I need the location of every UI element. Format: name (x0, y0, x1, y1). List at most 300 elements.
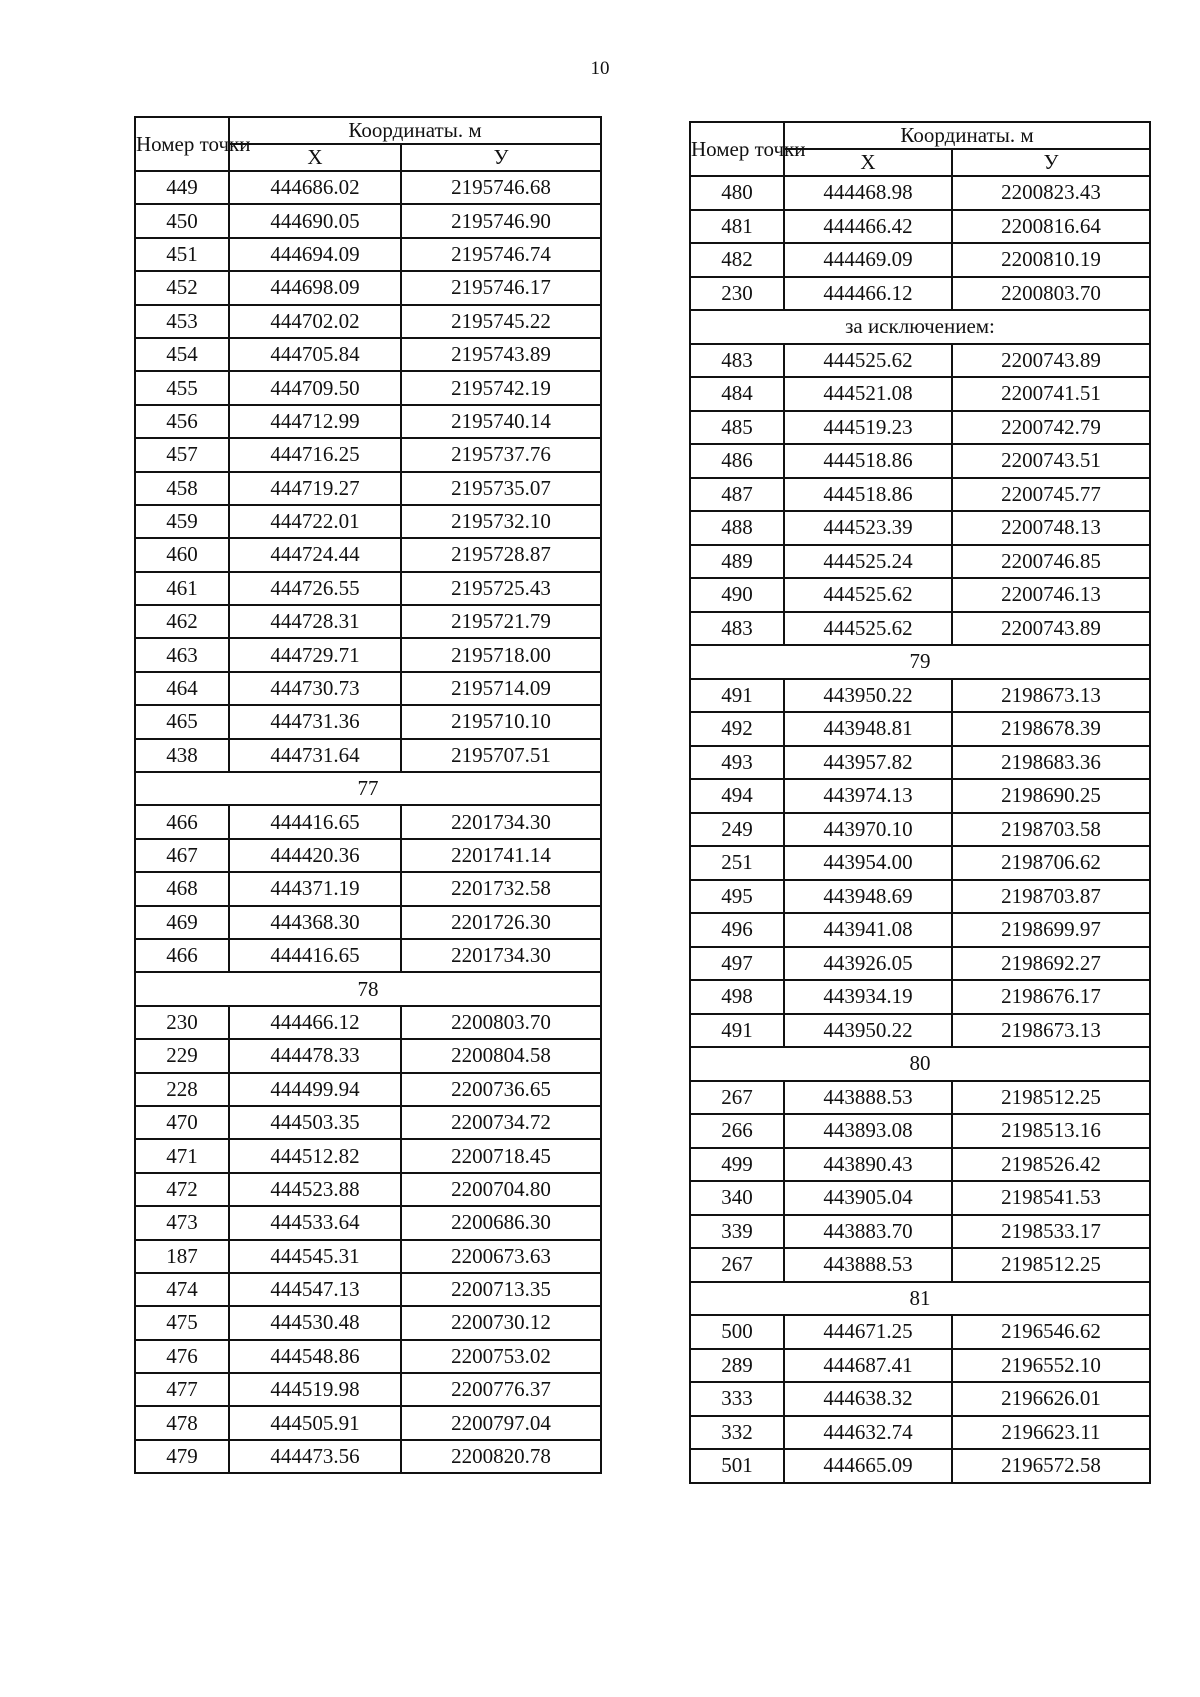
point-number-cell: 457 (135, 438, 229, 471)
table-row (135, 1240, 601, 1273)
x-coordinate-cell: 444525.62 (784, 578, 952, 612)
point-number-cell: 469 (135, 906, 229, 939)
x-coordinate-cell: 443934.19 (784, 980, 952, 1014)
point-number-cell: 333 (690, 1382, 784, 1416)
x-coordinate-cell: 443893.08 (784, 1114, 952, 1148)
table-row (690, 813, 1150, 847)
x-coordinate-cell: 444505.91 (229, 1406, 401, 1439)
y-coordinate-cell: 2200745.77 (952, 478, 1150, 512)
x-coordinate-cell: 444518.86 (784, 478, 952, 512)
x-coordinate-cell: 443970.10 (784, 813, 952, 847)
point-number-cell: 289 (690, 1349, 784, 1383)
point-number-cell: 494 (690, 779, 784, 813)
y-coordinate-cell: 2198678.39 (952, 712, 1150, 746)
table-row (690, 176, 1150, 210)
y-coordinate-cell: 2200746.85 (952, 545, 1150, 579)
point-number-cell: 500 (690, 1315, 784, 1349)
point-number-cell: 489 (690, 545, 784, 579)
table-row (690, 1416, 1150, 1450)
table-row (135, 1373, 601, 1406)
x-coordinate-cell: 443888.53 (784, 1081, 952, 1115)
y-coordinate-cell: 2196626.01 (952, 1382, 1150, 1416)
y-coordinate-cell: 2200797.04 (401, 1406, 601, 1439)
x-coordinate-cell: 444468.98 (784, 176, 952, 210)
table-row (690, 478, 1150, 512)
x-coordinate-cell: 444519.23 (784, 411, 952, 445)
y-coordinate-cell: 2196552.10 (952, 1349, 1150, 1383)
point-number-cell: 488 (690, 511, 784, 545)
table-row (135, 338, 601, 371)
point-number-cell: 438 (135, 739, 229, 772)
point-number-cell: 228 (135, 1073, 229, 1106)
y-coordinate-cell: 2195737.76 (401, 438, 601, 471)
x-coordinate-cell: 443905.04 (784, 1181, 952, 1215)
y-coordinate-cell: 2200816.64 (952, 210, 1150, 244)
y-coordinate-cell: 2200686.30 (401, 1206, 601, 1239)
x-coordinate-cell: 444632.74 (784, 1416, 952, 1450)
x-coordinate-cell: 444687.41 (784, 1349, 952, 1383)
table-row (690, 1014, 1150, 1048)
x-coordinate-cell: 444719.27 (229, 472, 401, 505)
x-coordinate-cell: 444499.94 (229, 1073, 401, 1106)
y-coordinate-cell: 2200776.37 (401, 1373, 601, 1406)
y-coordinate-cell: 2200704.80 (401, 1173, 601, 1206)
y-coordinate-cell: 2198533.17 (952, 1215, 1150, 1249)
table-row (135, 1306, 601, 1339)
point-number-cell: 487 (690, 478, 784, 512)
point-number-cell: 456 (135, 405, 229, 438)
point-number-cell: 484 (690, 377, 784, 411)
y-coordinate-cell: 2195742.19 (401, 371, 601, 404)
x-coordinate-cell: 444731.36 (229, 705, 401, 738)
table-row (690, 947, 1150, 981)
table-row (690, 746, 1150, 780)
y-coordinate-cell: 2200713.35 (401, 1273, 601, 1306)
point-number-cell: 496 (690, 913, 784, 947)
section-row (690, 645, 1150, 679)
point-number-cell: 266 (690, 1114, 784, 1148)
x-coordinate-cell: 443926.05 (784, 947, 952, 981)
point-number-cell: 486 (690, 444, 784, 478)
section-label: 78 (135, 972, 601, 1005)
x-coordinate-cell: 444420.36 (229, 839, 401, 872)
point-number-cell: 249 (690, 813, 784, 847)
y-coordinate-cell: 2196546.62 (952, 1315, 1150, 1349)
x-coordinate-cell: 443883.70 (784, 1215, 952, 1249)
y-coordinate-cell: 2195746.74 (401, 238, 601, 271)
point-number-cell: 491 (690, 679, 784, 713)
table-row (135, 405, 601, 438)
table-row (690, 1382, 1150, 1416)
point-number-cell: 455 (135, 371, 229, 404)
y-coordinate-cell: 2200746.13 (952, 578, 1150, 612)
table-row (690, 1081, 1150, 1115)
x-coordinate-cell: 444416.65 (229, 939, 401, 972)
coordinates-table-right (689, 121, 1151, 1484)
x-coordinate-cell: 444473.56 (229, 1440, 401, 1473)
y-coordinate-cell: 2200742.79 (952, 411, 1150, 445)
y-coordinate-cell: 2198512.25 (952, 1248, 1150, 1282)
x-coordinate-cell: 444530.48 (229, 1306, 401, 1339)
x-coordinate-cell: 444724.44 (229, 538, 401, 571)
x-coordinate-cell: 443888.53 (784, 1248, 952, 1282)
table-row (690, 1449, 1150, 1483)
point-number-cell: 482 (690, 243, 784, 277)
x-coordinate-cell: 444525.62 (784, 612, 952, 646)
section-row (690, 1282, 1150, 1316)
point-number-cell: 466 (135, 805, 229, 838)
table-row (135, 1440, 601, 1473)
x-coordinate-cell: 443948.81 (784, 712, 952, 746)
x-coordinate-cell: 444371.19 (229, 872, 401, 905)
table-row (135, 605, 601, 638)
point-number-cell: 468 (135, 872, 229, 905)
table-row (135, 839, 601, 872)
x-column-header: X (229, 144, 401, 171)
table-row (690, 1349, 1150, 1383)
y-coordinate-cell: 2201741.14 (401, 839, 601, 872)
y-column-header: У (401, 144, 601, 171)
x-coordinate-cell: 444726.55 (229, 572, 401, 605)
table-row (135, 505, 601, 538)
section-label: за исключением: (690, 310, 1150, 344)
y-coordinate-cell: 2198513.16 (952, 1114, 1150, 1148)
table-row (690, 578, 1150, 612)
y-coordinate-cell: 2196623.11 (952, 1416, 1150, 1450)
point-number-cell: 467 (135, 839, 229, 872)
point-number-cell: 477 (135, 1373, 229, 1406)
table-row (135, 1139, 601, 1172)
table-row (135, 705, 601, 738)
point-number-cell: 187 (135, 1240, 229, 1273)
y-coordinate-cell: 2200730.12 (401, 1306, 601, 1339)
table-row (135, 1106, 601, 1139)
x-coordinate-cell: 444521.08 (784, 377, 952, 411)
table-row (135, 238, 601, 271)
table-row (135, 1340, 601, 1373)
table-row (690, 243, 1150, 277)
y-coordinate-cell: 2200820.78 (401, 1440, 601, 1473)
point-number-cell: 490 (690, 578, 784, 612)
point-number-cell: 464 (135, 672, 229, 705)
table-row (135, 1073, 601, 1106)
y-coordinate-cell: 2195710.10 (401, 705, 601, 738)
point-number-cell: 473 (135, 1206, 229, 1239)
y-coordinate-cell: 2198690.25 (952, 779, 1150, 813)
y-coordinate-cell: 2198692.27 (952, 947, 1150, 981)
table-row (690, 1315, 1150, 1349)
table-row (135, 739, 601, 772)
y-coordinate-cell: 2195746.17 (401, 271, 601, 304)
x-coordinate-cell: 444722.01 (229, 505, 401, 538)
y-coordinate-cell: 2198683.36 (952, 746, 1150, 780)
table-row (135, 271, 601, 304)
y-coordinate-cell: 2200804.58 (401, 1039, 601, 1072)
point-number-cell: 499 (690, 1148, 784, 1182)
point-number-cell: 472 (135, 1173, 229, 1206)
table-row (135, 672, 601, 705)
y-coordinate-cell: 2198699.97 (952, 913, 1150, 947)
table-row (690, 545, 1150, 579)
point-number-cell: 483 (690, 612, 784, 646)
x-coordinate-cell: 444519.98 (229, 1373, 401, 1406)
y-coordinate-cell: 2198703.58 (952, 813, 1150, 847)
x-coordinate-cell: 444503.35 (229, 1106, 401, 1139)
section-row (135, 772, 601, 805)
x-coordinate-cell: 443957.82 (784, 746, 952, 780)
y-coordinate-cell: 2195728.87 (401, 538, 601, 571)
y-coordinate-cell: 2198526.42 (952, 1148, 1150, 1182)
x-coordinate-cell: 444525.62 (784, 344, 952, 378)
point-number-cell: 491 (690, 1014, 784, 1048)
x-coordinate-cell: 443950.22 (784, 1014, 952, 1048)
point-number-cell: 501 (690, 1449, 784, 1483)
point-number-cell: 267 (690, 1248, 784, 1282)
x-coordinate-cell: 444478.33 (229, 1039, 401, 1072)
y-coordinate-cell: 2201732.58 (401, 872, 601, 905)
y-coordinate-cell: 2200736.65 (401, 1073, 601, 1106)
table-row (690, 277, 1150, 311)
table-row (135, 1406, 601, 1439)
y-coordinate-cell: 2200734.72 (401, 1106, 601, 1139)
y-coordinate-cell: 2198541.53 (952, 1181, 1150, 1215)
table-row (690, 210, 1150, 244)
point-number-cell: 449 (135, 171, 229, 204)
point-number-cell: 492 (690, 712, 784, 746)
table-row (135, 472, 601, 505)
point-number-cell: 479 (135, 1440, 229, 1473)
y-coordinate-cell: 2195745.22 (401, 305, 601, 338)
y-coordinate-cell: 2201734.30 (401, 939, 601, 972)
point-number-cell: 251 (690, 846, 784, 880)
section-row (135, 972, 601, 1005)
table-row (690, 1248, 1150, 1282)
point-number-cell: 498 (690, 980, 784, 1014)
x-coordinate-cell: 443974.13 (784, 779, 952, 813)
point-number-cell: 476 (135, 1340, 229, 1373)
point-number-cell: 267 (690, 1081, 784, 1115)
x-coordinate-cell: 444466.12 (784, 277, 952, 311)
table-row (135, 638, 601, 671)
table-row (135, 1206, 601, 1239)
section-label: 77 (135, 772, 601, 805)
table-row (690, 913, 1150, 947)
y-coordinate-cell: 2198673.13 (952, 679, 1150, 713)
y-coordinate-cell: 2195707.51 (401, 739, 601, 772)
x-coordinate-cell: 444469.09 (784, 243, 952, 277)
table-row (135, 805, 601, 838)
y-coordinate-cell: 2201726.30 (401, 906, 601, 939)
point-number-cell: 463 (135, 638, 229, 671)
point-number-cell: 462 (135, 605, 229, 638)
y-coordinate-cell: 2200741.51 (952, 377, 1150, 411)
x-coordinate-cell: 444638.32 (784, 1382, 952, 1416)
point-number-cell: 471 (135, 1139, 229, 1172)
x-coordinate-cell: 444686.02 (229, 171, 401, 204)
table-row (690, 846, 1150, 880)
x-coordinate-cell: 443954.00 (784, 846, 952, 880)
section-row (690, 1047, 1150, 1081)
table-row (135, 204, 601, 237)
y-coordinate-cell: 2195732.10 (401, 505, 601, 538)
y-coordinate-cell: 2195746.68 (401, 171, 601, 204)
x-coordinate-cell: 444533.64 (229, 1206, 401, 1239)
table-row (135, 1006, 601, 1039)
x-coordinate-cell: 443948.69 (784, 880, 952, 914)
y-coordinate-cell: 2198703.87 (952, 880, 1150, 914)
point-number-cell: 459 (135, 505, 229, 538)
y-coordinate-cell: 2195735.07 (401, 472, 601, 505)
point-number-cell: 480 (690, 176, 784, 210)
x-coordinate-cell: 444466.42 (784, 210, 952, 244)
x-coordinate-cell: 444702.02 (229, 305, 401, 338)
point-number-cell: 474 (135, 1273, 229, 1306)
x-coordinate-cell: 444523.39 (784, 511, 952, 545)
x-coordinate-cell: 444712.99 (229, 405, 401, 438)
y-column-header: У (952, 149, 1150, 176)
table-row (135, 572, 601, 605)
point-number-cell: 485 (690, 411, 784, 445)
x-coordinate-cell: 444548.86 (229, 1340, 401, 1373)
y-coordinate-cell: 2196572.58 (952, 1449, 1150, 1483)
y-coordinate-cell: 2200673.63 (401, 1240, 601, 1273)
coordinates-table-left (134, 116, 602, 1474)
y-coordinate-cell: 2195714.09 (401, 672, 601, 705)
table-row (135, 1273, 601, 1306)
table-row (690, 880, 1150, 914)
x-coordinate-cell: 444416.65 (229, 805, 401, 838)
y-coordinate-cell: 2195721.79 (401, 605, 601, 638)
point-number-cell: 451 (135, 238, 229, 271)
table-row (690, 712, 1150, 746)
point-number-cell: 483 (690, 344, 784, 378)
table-row (690, 779, 1150, 813)
point-number-cell: 332 (690, 1416, 784, 1450)
y-coordinate-cell: 2200743.51 (952, 444, 1150, 478)
section-label: 80 (690, 1047, 1150, 1081)
point-number-cell: 458 (135, 472, 229, 505)
point-number-cell: 461 (135, 572, 229, 605)
section-row (690, 310, 1150, 344)
table-row (690, 377, 1150, 411)
table-row (135, 906, 601, 939)
y-coordinate-cell: 2201734.30 (401, 805, 601, 838)
x-coordinate-cell: 444368.30 (229, 906, 401, 939)
x-coordinate-cell: 444690.05 (229, 204, 401, 237)
x-coordinate-cell: 444716.25 (229, 438, 401, 471)
x-coordinate-cell: 444729.71 (229, 638, 401, 671)
table-row (135, 371, 601, 404)
y-coordinate-cell: 2195743.89 (401, 338, 601, 371)
table-row (135, 171, 601, 204)
point-number-header: Номер точки (690, 122, 784, 176)
y-coordinate-cell: 2195746.90 (401, 204, 601, 237)
x-coordinate-cell: 444709.50 (229, 371, 401, 404)
x-coordinate-cell: 444665.09 (784, 1449, 952, 1483)
x-column-header: X (784, 149, 952, 176)
page-number: 10 (590, 58, 610, 79)
point-number-cell: 470 (135, 1106, 229, 1139)
x-coordinate-cell: 444525.24 (784, 545, 952, 579)
x-coordinate-cell: 444730.73 (229, 672, 401, 705)
x-coordinate-cell: 443950.22 (784, 679, 952, 713)
table-row (690, 411, 1150, 445)
x-coordinate-cell: 444698.09 (229, 271, 401, 304)
point-number-cell: 450 (135, 204, 229, 237)
x-coordinate-cell: 444694.09 (229, 238, 401, 271)
x-coordinate-cell: 444547.13 (229, 1273, 401, 1306)
table-row (135, 939, 601, 972)
point-number-cell: 453 (135, 305, 229, 338)
point-number-cell: 465 (135, 705, 229, 738)
y-coordinate-cell: 2200748.13 (952, 511, 1150, 545)
y-coordinate-cell: 2200810.19 (952, 243, 1150, 277)
x-coordinate-cell: 444545.31 (229, 1240, 401, 1273)
table-row (135, 538, 601, 571)
point-number-cell: 466 (135, 939, 229, 972)
point-number-cell: 493 (690, 746, 784, 780)
x-coordinate-cell: 444731.64 (229, 739, 401, 772)
coordinates-header: Координаты. м (229, 117, 601, 144)
section-label: 81 (690, 1282, 1150, 1316)
y-coordinate-cell: 2198673.13 (952, 1014, 1150, 1048)
y-coordinate-cell: 2200743.89 (952, 612, 1150, 646)
point-number-cell: 497 (690, 947, 784, 981)
table-row (135, 438, 601, 471)
y-coordinate-cell: 2200753.02 (401, 1340, 601, 1373)
x-coordinate-cell: 444512.82 (229, 1139, 401, 1172)
y-coordinate-cell: 2195718.00 (401, 638, 601, 671)
table-row (135, 305, 601, 338)
point-number-cell: 340 (690, 1181, 784, 1215)
point-number-header: Номер точки (135, 117, 229, 171)
table-row (690, 1148, 1150, 1182)
table-row (135, 1173, 601, 1206)
table-row (690, 444, 1150, 478)
point-number-cell: 229 (135, 1039, 229, 1072)
table-row (690, 1215, 1150, 1249)
x-coordinate-cell: 444518.86 (784, 444, 952, 478)
point-number-cell: 339 (690, 1215, 784, 1249)
point-number-cell: 454 (135, 338, 229, 371)
y-coordinate-cell: 2200823.43 (952, 176, 1150, 210)
table-row (690, 679, 1150, 713)
x-coordinate-cell: 443890.43 (784, 1148, 952, 1182)
y-coordinate-cell: 2195740.14 (401, 405, 601, 438)
x-coordinate-cell: 444671.25 (784, 1315, 952, 1349)
y-coordinate-cell: 2198706.62 (952, 846, 1150, 880)
table-row (690, 980, 1150, 1014)
x-coordinate-cell: 444466.12 (229, 1006, 401, 1039)
point-number-cell: 478 (135, 1406, 229, 1439)
point-number-cell: 475 (135, 1306, 229, 1339)
y-coordinate-cell: 2200743.89 (952, 344, 1150, 378)
x-coordinate-cell: 444523.88 (229, 1173, 401, 1206)
point-number-cell: 460 (135, 538, 229, 571)
y-coordinate-cell: 2200803.70 (952, 277, 1150, 311)
point-number-cell: 452 (135, 271, 229, 304)
point-number-cell: 230 (690, 277, 784, 311)
y-coordinate-cell: 2198512.25 (952, 1081, 1150, 1115)
y-coordinate-cell: 2200803.70 (401, 1006, 601, 1039)
x-coordinate-cell: 444705.84 (229, 338, 401, 371)
point-number-cell: 495 (690, 880, 784, 914)
point-number-cell: 230 (135, 1006, 229, 1039)
x-coordinate-cell: 443941.08 (784, 913, 952, 947)
table-row (135, 872, 601, 905)
y-coordinate-cell: 2198676.17 (952, 980, 1150, 1014)
x-coordinate-cell: 444728.31 (229, 605, 401, 638)
